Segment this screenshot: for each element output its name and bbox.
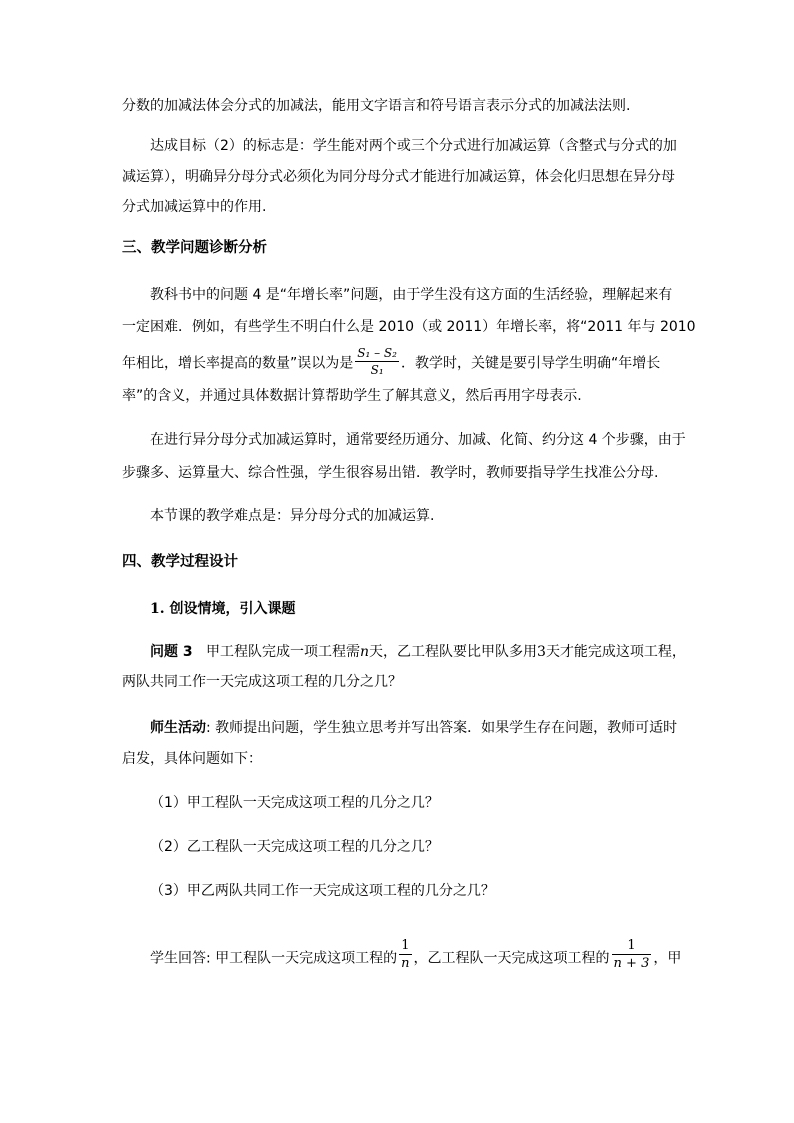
text-line: 分式加减运算中的作用.	[122, 199, 267, 215]
fraction	[612, 937, 652, 972]
text-segment: ，乙工程队一天完成这项工程的	[413, 950, 610, 967]
text-line: 在进行异分母分式加减运算时，通常要经历通分、加减、化简、约分这 4 个步骤，由于	[150, 432, 686, 448]
fraction	[355, 345, 399, 378]
fraction-denominator: S₁	[370, 363, 384, 377]
number: 3	[537, 644, 546, 660]
answer-line	[150, 938, 682, 976]
text-segment: 学生回答: 甲工程队一天完成这项工程的	[150, 950, 398, 967]
fraction-numerator: S₁ – S₂	[357, 346, 397, 360]
problem-line	[150, 642, 686, 662]
fraction-denominator: n	[401, 956, 410, 971]
text-line: 分数的加减法体会分式的加减法，能用文字语言和符号语言表示分式的加减法法则.	[122, 98, 631, 114]
fraction-denominator: n + 3	[613, 956, 650, 971]
section-heading: 三、教学问题诊断分析	[122, 240, 267, 256]
text-segment: 天才能完成这项工程，	[545, 644, 686, 660]
text-line: 减运算），明确异分母分式必须化为同分母分式才能进行加减运算，体会化归思想在异分母	[122, 169, 675, 185]
variable-n: n	[359, 644, 370, 660]
text-segment: : 教师提出问题，学生独立思考并写出答案．如果学生存在问题，教师可适时	[206, 720, 678, 736]
text-segment: ．教学时，关键是要引导学生明确“年增长	[400, 355, 661, 372]
activity-line	[150, 718, 677, 738]
text-segment: 天，乙工程队要比甲队多用	[369, 644, 538, 660]
text-segment: 年相比，增长率提高的数量”误以为是	[122, 355, 354, 372]
text-line: 启发，具体问题如下：	[122, 751, 262, 767]
text-line-with-fraction	[122, 347, 660, 380]
text-line: 本节课的教学难点是：异分母分式的加减运算.	[150, 508, 435, 524]
question-item: （1）甲工程队一天完成这项工程的几分之几？	[150, 795, 439, 811]
text-line: 步骤多、运算量大、综合性强，学生很容易出错．教学时，教师要指导学生找准公分母.	[122, 465, 659, 481]
section-heading: 四、教学过程设计	[122, 554, 238, 570]
fraction-numerator: 1	[401, 938, 410, 953]
question-item: （2）乙工程队一天完成这项工程的几分之几？	[150, 839, 439, 855]
text-line: 两队共同工作一天完成这项工程的几分之几？	[122, 674, 402, 690]
text-line: 达成目标（2）的标志是：学生能对两个或三个分式进行加减运算（含整式与分式的加	[150, 138, 677, 154]
activity-label: 师生活动	[150, 720, 206, 736]
text-line: 教科书中的问题 4 是“年增长率”问题，由于学生没有这方面的生活经验，理解起来有	[150, 287, 673, 303]
subsection-heading: 1. 创设情境，引入课题	[150, 601, 296, 617]
question-item: （3）甲乙两队共同工作一天完成这项工程的几分之几？	[150, 883, 495, 899]
text-line: 一定困难．例如，有些学生不明白什么是 2010（或 2011）年增长率，将“2011 年与 2010	[122, 319, 696, 335]
text-segment: ，甲	[653, 950, 682, 967]
fraction-numerator: 1	[627, 938, 636, 953]
text-line: 率”的含义，并通过具体数据计算帮助学生了解其意义，然后再用字母表示.	[122, 388, 582, 404]
text-segment: 甲工程队完成一项工程需	[205, 644, 360, 660]
fraction	[399, 937, 411, 972]
problem-label: 问题 3	[150, 644, 193, 660]
